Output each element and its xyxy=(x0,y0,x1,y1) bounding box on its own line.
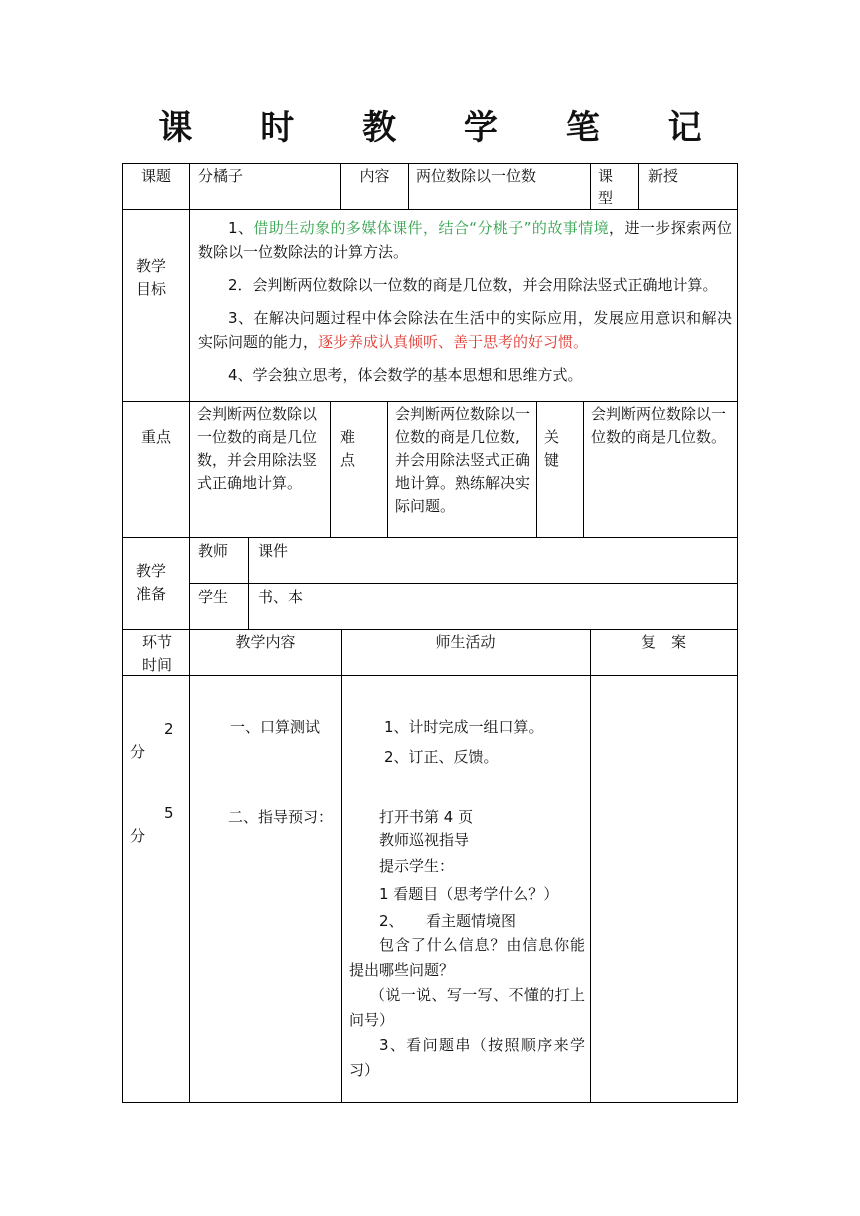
page-title: 课 时 教 学 笔 记 xyxy=(158,108,730,148)
step-2-activity-2: 教师巡视指导 xyxy=(379,831,470,849)
step-2-activity-7: （说一说、写一写、不懂的打上问号） xyxy=(349,986,585,1029)
step-2-activity-5: 2、 看主题情境图 xyxy=(379,912,517,930)
objective-1: 1、借助生动象的多媒体课件，结合“分桃子”的故事情境，进一步探索两位数除以一位数除法的计算方法。 xyxy=(198,219,732,261)
step-2-time-number: 5 xyxy=(164,804,174,822)
focus-label: 重点 xyxy=(140,428,171,446)
step-2-activity-6: 包含了什么信息？由信息你能提出哪些问题？ xyxy=(349,936,585,979)
step-2-activity-3: 提示学生： xyxy=(379,857,455,875)
objectives-label: 教学目标 xyxy=(136,257,167,298)
step-2-activity-8: 3、看问题串（按照顺序来学习） xyxy=(349,1036,585,1079)
teacher-label: 教师 xyxy=(198,542,229,560)
column-activity: 师生活动 xyxy=(435,633,496,651)
difficulty-label: 难点 xyxy=(340,428,356,469)
topic-label: 课题 xyxy=(140,167,171,185)
column-time: 环节时间 xyxy=(141,633,172,674)
column-content: 教学内容 xyxy=(235,633,296,651)
teacher-value: 课件 xyxy=(258,542,289,560)
step-2-time-unit: 分 xyxy=(130,827,146,845)
column-review: 复 案 xyxy=(640,633,686,651)
content-value: 两位数除以一位数 xyxy=(416,167,537,185)
step-1-activity-1: 1、计时完成一组口算。 xyxy=(384,718,544,736)
objectives-list xyxy=(198,216,732,396)
objective-4: 4、学会独立思考，体会数学的基本思想和思维方式。 xyxy=(228,366,583,384)
type-label: 课型 xyxy=(598,167,614,207)
student-value: 书、本 xyxy=(258,588,304,606)
difficulty-text: 会判断两位数除以一位数的商是几位数,并会用除法竖式正确地计算。熟练解决实际问题。 xyxy=(395,405,531,515)
content-label: 内容 xyxy=(359,167,390,185)
step-2-content: 二、指导预习： xyxy=(228,808,334,826)
step-2-activity-4: 1 看题目（思考学什么？） xyxy=(379,885,559,903)
student-label: 学生 xyxy=(198,588,229,606)
topic-value: 分橘子 xyxy=(198,167,244,185)
preparation-label: 教学准备 xyxy=(136,562,167,603)
objective-3: 3、在解决问题过程中体会除法在生活中的实际应用，发展应用意识和解决实际问题的能力，逐步养成认真倾听、善于思考的好习惯。 xyxy=(198,309,732,351)
objective-2: 2．会判断两位数除以一位数的商是几位数，并会用除法竖式正确地计算。 xyxy=(228,276,718,294)
step-1-activity-2: 2、订正、反馈。 xyxy=(384,748,499,766)
step-2-activity-1: 打开书第 4 页 xyxy=(379,808,474,826)
key-label: 关键 xyxy=(544,428,560,469)
step-1-time-number: 2 xyxy=(164,720,174,738)
step-1-content: 一、口算测试 xyxy=(230,718,321,736)
step-1-time-unit: 分 xyxy=(130,743,146,761)
key-text: 会判断两位数除以一位数的商是几位数。 xyxy=(591,405,727,446)
focus-text: 会判断两位数除以一位数的商是几位数，并会用除法竖式正确地计算。 xyxy=(197,405,318,492)
type-value: 新授 xyxy=(648,167,679,185)
